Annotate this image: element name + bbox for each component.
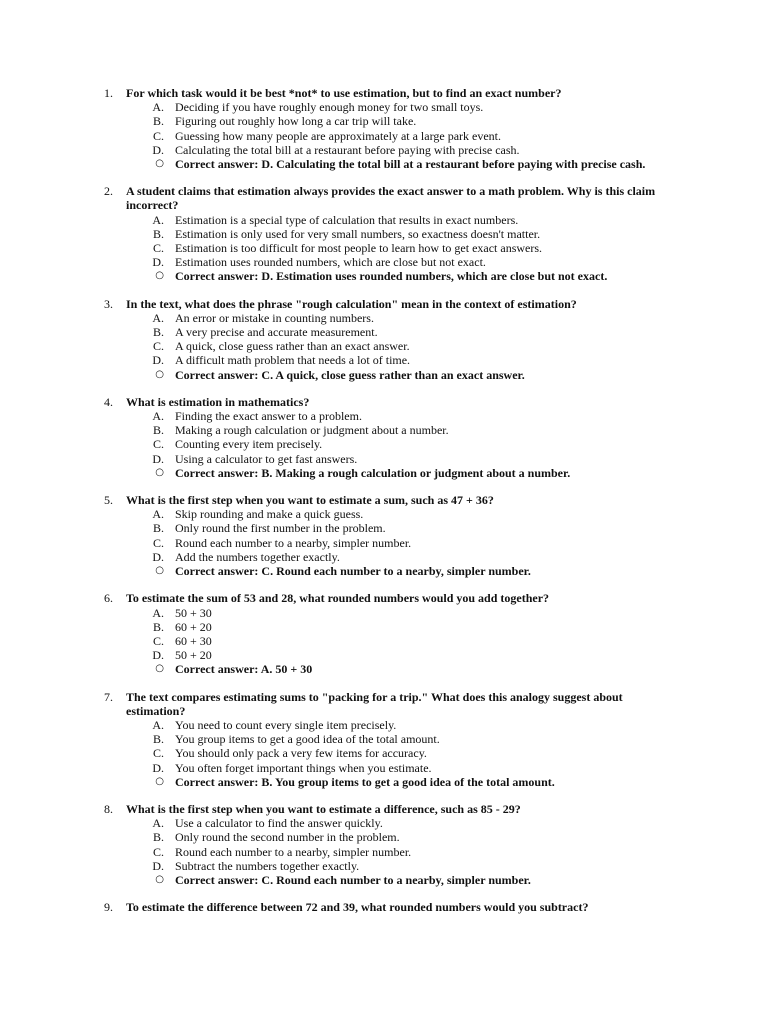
option-text: A very precise and accurate measurement. [175, 325, 378, 340]
option-letter: C. [152, 437, 164, 452]
question-item [0, 802, 768, 887]
option-c [0, 339, 768, 353]
question-text: The text compares estimating sums to "packing for a trip." What does this analogy suggest about estimation? [126, 689, 623, 718]
option-b [0, 227, 768, 241]
question-line [0, 86, 768, 100]
option-letter: C. [152, 339, 164, 354]
option-text: Estimation is too difficult for most people to learn how to get exact answers. [175, 241, 543, 256]
option-a [0, 606, 768, 620]
option-text: Subtract the numbers together exactly. [175, 858, 360, 873]
option-text: 60 + 20 [175, 619, 212, 634]
option-letter: C. [152, 128, 164, 143]
option-b [0, 423, 768, 437]
question-number: 8. [104, 801, 113, 816]
correct-answer-text: Correct answer: C. Round each number to a nearby, simpler number. [175, 872, 531, 887]
question-text: For which task would it be best *not* to use estimation, but to find an exact number? [126, 86, 562, 100]
bullet-circle-icon: ○ [155, 873, 164, 885]
option-letter: A. [152, 816, 164, 831]
question-line [0, 802, 768, 816]
option-a [0, 311, 768, 325]
question-line [0, 493, 768, 507]
option-c [0, 634, 768, 648]
correct-answer-text: Correct answer: B. Making a rough calculation or judgment about a number. [175, 465, 571, 480]
option-c [0, 746, 768, 760]
option-c [0, 241, 768, 255]
question-text: In the text, what does the phrase "rough calculation" mean in the context of estimation? [126, 296, 577, 311]
question-item [0, 184, 768, 283]
option-letter: C. [152, 535, 164, 550]
option-d [0, 550, 768, 564]
question-line [0, 297, 768, 311]
correct-answer [0, 269, 768, 283]
bullet-circle-icon: ○ [155, 270, 164, 282]
question-text: To estimate the sum of 53 and 28, what rounded numbers would you add together? [126, 591, 550, 606]
option-letter: D. [152, 760, 164, 775]
option-text: A quick, close guess rather than an exact answer. [175, 339, 410, 354]
bullet-circle-icon: ○ [155, 368, 164, 380]
option-letter: B. [152, 732, 164, 747]
option-text: Round each number to a nearby, simpler number. [175, 535, 412, 550]
question-text: To estimate the difference between 72 and 39, what rounded numbers would you subtract? [126, 900, 589, 915]
option-a [0, 100, 768, 114]
question-item [0, 395, 768, 480]
option-b [0, 521, 768, 535]
option-a [0, 213, 768, 227]
question-text: What is the first step when you want to estimate a difference, such as 85 - 29? [126, 801, 521, 816]
option-letter: A. [152, 212, 164, 227]
correct-answer-text: Correct answer: D. Estimation uses rounded numbers, which are close but not exact. [175, 269, 608, 284]
option-b [0, 732, 768, 746]
question-number: 4. [104, 394, 113, 409]
option-text: Round each number to a nearby, simpler number. [175, 844, 412, 859]
question-text: What is estimation in mathematics? [126, 394, 310, 409]
correct-answer-text: Correct answer: D. Calculating the total bill at a restaurant before paying with precise cash. [175, 157, 646, 172]
question-line [0, 690, 768, 718]
option-c [0, 437, 768, 451]
option-d [0, 452, 768, 466]
question-item [0, 690, 768, 789]
option-text: Estimation is only used for very small numbers, so exactness doesn't matter. [175, 226, 541, 241]
question-number: 3. [104, 296, 113, 311]
question-item [0, 297, 768, 382]
correct-answer [0, 662, 768, 676]
option-letter: D. [152, 858, 164, 873]
option-letter: D. [152, 353, 164, 368]
option-letter: D. [152, 648, 164, 663]
option-text: Only round the first number in the problem. [175, 521, 386, 536]
option-letter: A. [152, 409, 164, 424]
question-number: 7. [104, 689, 113, 704]
question-number: 9. [104, 900, 113, 915]
option-d [0, 859, 768, 873]
option-b [0, 830, 768, 844]
question-item [0, 86, 768, 171]
bullet-circle-icon: ○ [155, 158, 164, 170]
correct-answer [0, 368, 768, 382]
option-letter: B. [152, 114, 164, 129]
option-text: You often forget important things when you estimate. [175, 760, 432, 775]
option-letter: A. [152, 100, 164, 115]
option-d [0, 761, 768, 775]
option-b [0, 114, 768, 128]
option-letter: A. [152, 507, 164, 522]
question-line [0, 900, 768, 914]
option-a [0, 507, 768, 521]
correct-answer-text: Correct answer: A. 50 + 30 [175, 662, 313, 677]
option-letter: B. [152, 521, 164, 536]
option-letter: C. [152, 241, 164, 256]
option-text: Skip rounding and make a quick guess. [175, 507, 364, 522]
option-text: Estimation uses rounded numbers, which are close but not exact. [175, 255, 486, 270]
correct-answer-text: Correct answer: C. A quick, close guess rather than an exact answer. [175, 367, 525, 382]
option-text: Figuring out roughly how long a car trip will take. [175, 114, 417, 129]
option-b [0, 620, 768, 634]
option-letter: D. [152, 451, 164, 466]
option-c [0, 536, 768, 550]
question-text: What is the first step when you want to estimate a sum, such as 47 + 36? [126, 493, 494, 508]
bullet-circle-icon: ○ [155, 775, 164, 787]
option-b [0, 325, 768, 339]
bullet-circle-icon: ○ [155, 466, 164, 478]
option-text: Counting every item precisely. [175, 437, 323, 452]
option-letter: C. [152, 633, 164, 648]
question-item [0, 493, 768, 578]
question-number: 6. [104, 591, 113, 606]
question-text: A student claims that estimation always provides the exact answer to a math problem. Why is this claim incorrect? [126, 184, 656, 213]
option-d [0, 255, 768, 269]
option-text: Only round the second number in the problem. [175, 830, 400, 845]
option-c [0, 845, 768, 859]
option-text: Calculating the total bill at a restaurant before paying with precise cash. [175, 142, 520, 157]
option-d [0, 648, 768, 662]
option-letter: A. [152, 717, 164, 732]
correct-answer [0, 466, 768, 480]
correct-answer [0, 873, 768, 887]
option-text: An error or mistake in counting numbers. [175, 310, 374, 325]
option-text: Deciding if you have roughly enough money for two small toys. [175, 100, 484, 115]
option-text: A difficult math problem that needs a lot of time. [175, 353, 411, 368]
question-line [0, 395, 768, 409]
question-list [0, 86, 768, 927]
correct-answer-text: Correct answer: C. Round each number to a nearby, simpler number. [175, 564, 531, 579]
option-text: Using a calculator to get fast answers. [175, 451, 358, 466]
option-text: You need to count every single item precisely. [175, 717, 397, 732]
option-d [0, 143, 768, 157]
correct-answer [0, 564, 768, 578]
option-text: You group items to get a good idea of the total amount. [175, 732, 440, 747]
question-item [0, 591, 768, 676]
bullet-circle-icon: ○ [155, 663, 164, 675]
option-text: Making a rough calculation or judgment about a number. [175, 423, 449, 438]
option-letter: B. [152, 830, 164, 845]
option-text: Finding the exact answer to a problem. [175, 409, 362, 424]
option-letter: D. [152, 142, 164, 157]
option-d [0, 353, 768, 367]
option-letter: B. [152, 325, 164, 340]
option-a [0, 718, 768, 732]
option-letter: B. [152, 423, 164, 438]
correct-answer [0, 775, 768, 789]
option-text: 50 + 30 [175, 605, 212, 620]
option-text: Guessing how many people are approximately at a large park event. [175, 128, 501, 143]
option-letter: A. [152, 310, 164, 325]
question-number: 5. [104, 493, 113, 508]
question-number: 1. [104, 86, 113, 100]
option-text: 60 + 30 [175, 633, 212, 648]
question-number: 2. [104, 184, 113, 199]
option-letter: D. [152, 255, 164, 270]
option-text: 50 + 20 [175, 648, 212, 663]
option-letter: A. [152, 605, 164, 620]
correct-answer [0, 157, 768, 171]
option-c [0, 129, 768, 143]
option-text: Add the numbers together exactly. [175, 549, 340, 564]
option-letter: C. [152, 746, 164, 761]
option-text: Estimation is a special type of calculation that results in exact numbers. [175, 212, 519, 227]
option-a [0, 816, 768, 830]
option-text: You should only pack a very few items for accuracy. [175, 746, 427, 761]
bullet-circle-icon: ○ [155, 565, 164, 577]
option-letter: B. [152, 619, 164, 634]
question-line [0, 591, 768, 605]
correct-answer-text: Correct answer: B. You group items to get a good idea of the total amount. [175, 774, 555, 789]
option-a [0, 409, 768, 423]
option-letter: B. [152, 226, 164, 241]
question-item [0, 900, 768, 914]
option-letter: D. [152, 549, 164, 564]
question-line [0, 184, 768, 212]
option-letter: C. [152, 844, 164, 859]
option-text: Use a calculator to find the answer quickly. [175, 816, 383, 831]
